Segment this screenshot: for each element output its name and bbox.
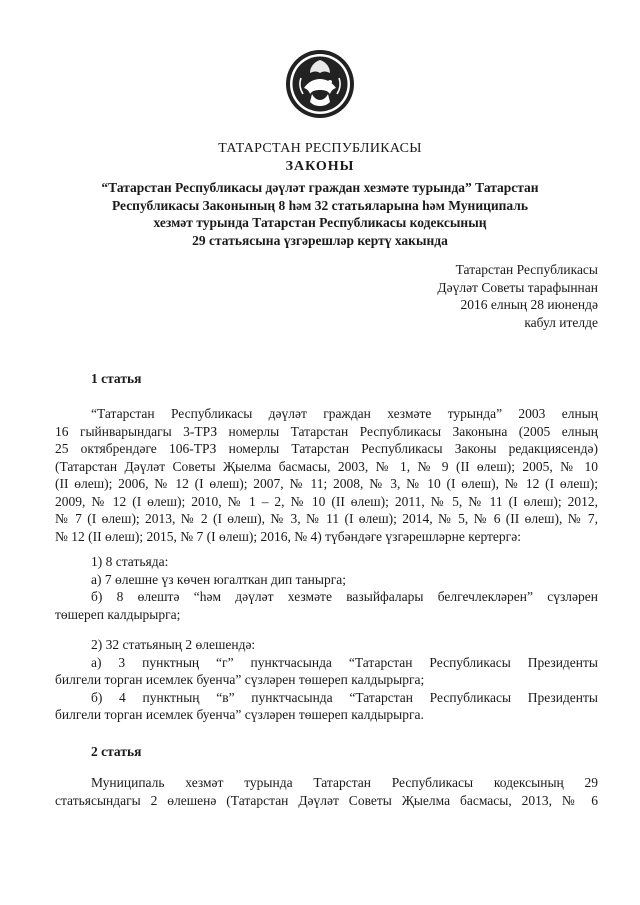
text-line: 16 гыйнварындагы 3-ТРЗ номерлы Татарстан Республикасы Законына (2005 елның — [55, 423, 598, 439]
title-line: Республикасы Законының 8 һәм 32 статьяларына һәм Муниципаль — [111, 197, 529, 213]
text-line: № 7 (I өлеш); 2013, № 2 (I өлеш), № 3, № 11 (I өлеш); 2014, № 5, № 6 (II өлеш), № 7, — [55, 511, 598, 526]
article-1-item-2 — [55, 636, 598, 724]
text-line: билгели торган исемлек буенча” сүзләрен төшереп калдырырга; — [55, 672, 425, 687]
text-line: б) 4 пунктның “в” пунктчасында “Татарстан Республикасы Президенты — [91, 689, 598, 705]
text-line: (Татарстан Дәүләт Советы Җыелма басмасы, 2003, № 1, № 9 (II өлеш); 2005, № 10 — [55, 458, 598, 474]
text-line: б) 8 өлештә “һәм дәүләт хезмәте вазыйфалары белгечлекләрен” сүзләрен — [91, 589, 598, 604]
title-line: 29 статьясына үзгәрешләр кертү хакында — [192, 232, 448, 248]
text-line: 25 октябрендәге 106-ТРЗ номерлы Татарстан Республикасы Законы редакциясендә) — [55, 441, 598, 456]
text-line: төшереп калдырырга; — [55, 606, 181, 622]
law-heading: ЗАКОНЫ — [285, 159, 355, 174]
republic-heading: ТАТАРСТАН РЕСПУБЛИКАСЫ — [218, 141, 422, 156]
adoption-block — [338, 261, 598, 331]
text-line: Муниципаль хезмәт турында Татарстан Республикасы кодексының 29 — [91, 775, 598, 790]
text-line: статьясындагы 2 өлешенә (Татарстан Дәүләт Советы Җыелма басмасы, 2013, № 6 — [55, 792, 598, 808]
adoption-line: 2016 елның 28 июнендә — [460, 297, 598, 312]
text-line: билгели торган исемлек буенча” сүзләрен төшереп калдырырга. — [55, 707, 424, 722]
text-line: (II өлеш); 2006, № 12 (I өлеш); 2007, № 11; 2008, № 3, № 10 (I өлеш), № 12 (I өлеш); — [55, 476, 598, 491]
adoption-line: Дәүләт Советы тарафыннан — [437, 279, 598, 295]
adoption-line: Татарстан Республикасы — [455, 262, 598, 277]
article-1-heading: 1 статья — [91, 371, 142, 386]
text-line: 2009, № 12 (I өлеш); 2010, № 1 – 2, № 10 (II өлеш); 2011, № 5, № 11 (I өлеш); 2012, — [55, 493, 598, 509]
text-line: 1) 8 статьяда: — [91, 554, 169, 569]
title-line: хезмәт турында Татарстан Республикасы кодексының — [153, 215, 487, 230]
text-line: а) 7 өлешне үз көчен югалткан дип танырга; — [91, 571, 346, 587]
article-1-intro — [55, 405, 598, 545]
text-line: 2) 32 статьяның 2 өлешендә: — [91, 637, 256, 652]
adoption-line: кабул ителде — [524, 314, 598, 330]
text-line: а) 3 пунктның “г” пунктчасында “Татарстан Республикасы Президенты — [91, 654, 598, 670]
article-2-heading: 2 статья — [91, 744, 142, 759]
tatarstan-coat-of-arms-icon — [284, 48, 356, 120]
text-line: № 12 (II өлеш); 2015, № 7 (I өлеш); 2016, № 4) түбәндәге үзгәрешләрне кертергә: — [55, 528, 521, 544]
article-2-intro — [55, 774, 598, 809]
text-line: “Татарстан Республикасы дәүләт граждан хезмәте турында” 2003 елның — [91, 406, 598, 421]
article-1-item-1 — [55, 553, 598, 623]
law-title — [80, 179, 560, 249]
title-line: “Татарстан Республикасы дәүләт граждан хезмәте турында” Татарстан — [101, 180, 539, 195]
